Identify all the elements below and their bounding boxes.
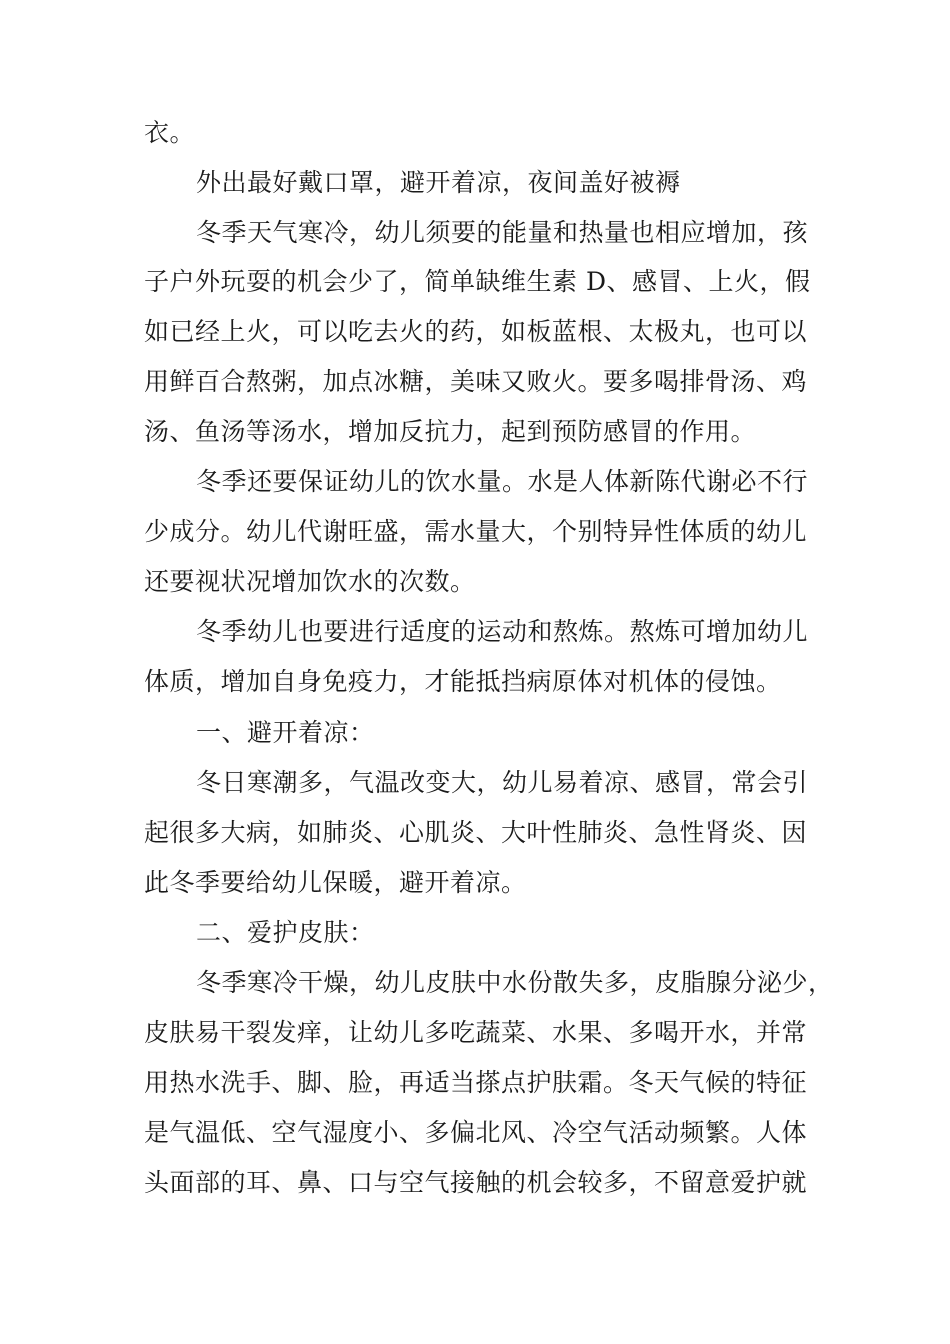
text-line: 皮肤易干裂发痒，让幼儿多吃蔬菜、水果、多喝开水，并常 (144, 1018, 808, 1047)
text-line: 冬季天气寒冷，幼儿须要的能量和热量也相应增加，孩 (196, 218, 809, 247)
text-line: 冬季还要保证幼儿的饮水量。水是人体新陈代谢必不行 (196, 467, 809, 496)
text-line: 子户外玩耍的机会少了，简单缺维生素 D、感冒、上火，假 (144, 267, 811, 296)
text-line: 还要视状况增加饮水的次数。 (144, 567, 476, 596)
text-line: 汤、鱼汤等汤水，增加反抗力，起到预防感冒的作用。 (144, 417, 757, 446)
text-line: 外出最好戴口罩，避开着凉，夜间盖好被褥 (196, 168, 681, 197)
text-line: 体质，增加自身免疫力，才能抵挡病原体对机体的侵蚀。 (144, 667, 782, 696)
section-heading: 一、避开着凉： (196, 718, 375, 747)
text-line: 头面部的耳、鼻、口与空气接触的机会较多，不留意爱护就 (144, 1168, 808, 1197)
text-line: 冬日寒潮多，气温改变大，幼儿易着凉、感冒，常会引 (196, 768, 809, 797)
section-heading: 二、爱护皮肤： (196, 918, 375, 947)
text-line: 冬季寒冷干燥，幼儿皮肤中水份散失多，皮脂腺分泌少， (196, 968, 834, 997)
text-line: 起很多大病，如肺炎、心肌炎、大叶性肺炎、急性肾炎、因 (144, 818, 808, 847)
text-line: 衣。 (144, 118, 196, 147)
text-line: 冬季幼儿也要进行适度的运动和熬炼。熬炼可增加幼儿 (196, 617, 809, 646)
text-line: 用鲜百合熬粥，加点冰糖，美味又败火。要多喝排骨汤、鸡 (144, 367, 808, 396)
text-line: 用热水洗手、脚、脸，再适当搽点护肤霜。冬天气候的特征 (144, 1068, 808, 1097)
text-line: 此冬季要给幼儿保暖，避开着凉。 (144, 868, 527, 897)
text-line: 如已经上火，可以吃去火的药，如板蓝根、太极丸，也可以 (144, 317, 808, 346)
text-line: 少成分。幼儿代谢旺盛，需水量大，个别特异性体质的幼儿 (144, 517, 808, 546)
text-line: 是气温低、空气湿度小、多偏北风、冷空气活动频繁。人体 (144, 1118, 808, 1147)
